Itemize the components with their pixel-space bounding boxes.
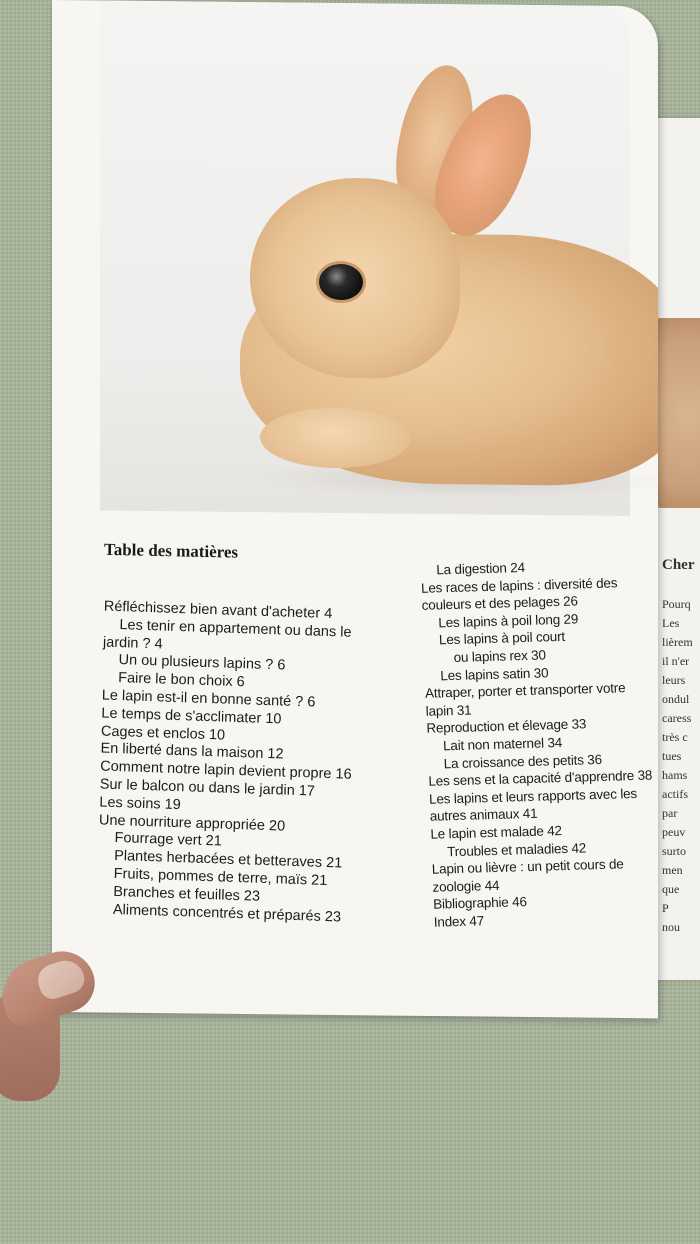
toc-entry: Fourrage vert 21 (114, 830, 222, 850)
toc-entry: Bibliographie 46 (432, 894, 528, 913)
right-page-line: lièrem (662, 635, 693, 649)
rabbit-paw (260, 407, 410, 469)
toc-heading: Table des matières (103, 539, 239, 562)
right-page-heading: Cher (662, 557, 695, 573)
right-page-line: surto (662, 844, 686, 858)
right-page-line: leurs (662, 673, 686, 687)
toc-entry: En liberté dans la maison 12 (100, 740, 284, 763)
right-page-line: par (662, 806, 678, 820)
toc-entry: jardin ? 4 (102, 634, 163, 653)
toc-entry: Le lapin est malade 42 (430, 823, 563, 842)
right-page-line: caress (662, 711, 692, 725)
right-page-line: très c (662, 730, 688, 744)
toc-entry: Les races de lapins : diversité des (420, 574, 618, 596)
toc-entry: autres animaux 41 (429, 806, 538, 825)
right-page-lines (662, 595, 700, 937)
hand-holding-book (0, 936, 140, 1106)
right-page-line: actifs (662, 787, 688, 801)
toc-entry: Comment notre lapin devient propre 16 (100, 758, 352, 783)
toc-entry: Cages et enclos 10 (100, 723, 226, 744)
right-page-line: men (662, 863, 683, 877)
toc-entry: Plantes herbacées et betteraves 21 (113, 848, 343, 872)
toc-entry: Aliments concentrés et préparés 23 (112, 901, 342, 926)
right-page-line: nou (662, 920, 680, 934)
toc-entry: Branches et feuilles 23 (113, 883, 261, 905)
toc-entry: La digestion 24 (436, 559, 526, 578)
toc-entry: ou lapins rex 30 (453, 647, 547, 665)
right-page-line: Les (662, 616, 680, 630)
right-page-text (662, 556, 700, 937)
toc-entry: Attraper, porter et transporter votre (424, 680, 626, 701)
right-page-line: P (662, 901, 669, 915)
toc-entry: Les lapins et leurs rapports avec les (428, 785, 638, 807)
toc-entry: Réfléchissez bien avant d'acheter 4 (103, 598, 333, 623)
toc-entry: Reproduction et élevage 33 (426, 716, 587, 737)
toc-entry: Les lapins à poil long 29 (438, 611, 579, 631)
rabbit-photo (100, 1, 630, 517)
right-page-line: tues (662, 749, 682, 763)
toc-entry: Troubles et maladies 42 (446, 839, 587, 859)
toc-column-right (420, 555, 658, 931)
toc-entry: Lait non maternel 34 (442, 734, 563, 754)
toc-entry: Un ou plusieurs lapins ? 6 (118, 652, 286, 674)
toc-entry: Les tenir en appartement ou dans le (119, 616, 352, 641)
toc-entry: zoologie 44 (432, 877, 500, 895)
toc-entry: Une nourriture appropriée 20 (98, 812, 286, 835)
toc-column-left (97, 599, 404, 929)
right-page-line: il n'er (662, 654, 690, 668)
right-page-line: ondul (662, 692, 690, 706)
toc-entry: Faire le bon choix 6 (118, 670, 245, 691)
toc-entry: Les lapins à poil court (438, 629, 566, 648)
toc-entry: Le lapin est-il en bonne santé ? 6 (101, 687, 316, 711)
toc-entry: Lapin ou lièvre : un petit cours de (431, 856, 624, 877)
right-page-line: peuv (662, 825, 686, 839)
toc-entry: La croissance des petits 36 (443, 751, 603, 771)
toc-entry: couleurs et des pelages 26 (421, 593, 579, 614)
right-page-line: Pourq (662, 597, 691, 611)
book-page (52, 0, 658, 1018)
right-page-line: que (662, 882, 680, 896)
toc-entry: Sur le balcon ou dans le jardin 17 (99, 776, 316, 800)
toc-entry: Les lapins satin 30 (440, 664, 549, 683)
toc-entry: Les sens et la capacité d'apprendre 38 (428, 767, 653, 789)
toc-entry: Fruits, pommes de terre, maïs 21 (113, 865, 328, 889)
toc-entry: Index 47 (433, 913, 485, 930)
toc-entry: lapin 31 (425, 702, 472, 719)
toc-entry: Le temps de s'acclimater 10 (101, 705, 282, 728)
right-page-line: hams (662, 768, 688, 782)
rabbit-eye (316, 261, 366, 304)
toc-entry: Les soins 19 (99, 794, 181, 813)
